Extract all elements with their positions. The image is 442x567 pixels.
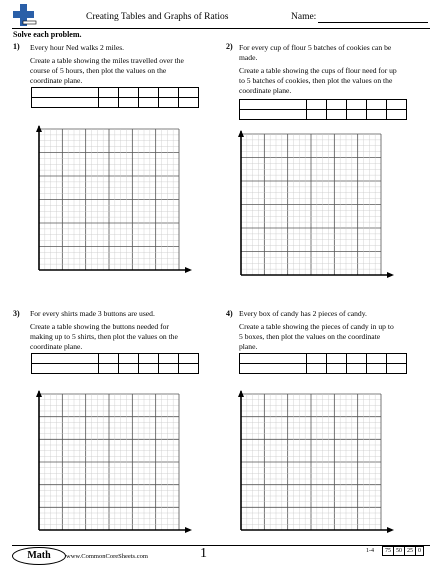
score-cell: 75 [383,547,394,556]
instructions: Solve each problem. [13,30,82,39]
name-label: Name: [291,12,317,22]
coordinate-plane[interactable] [235,390,395,540]
coordinate-plane[interactable] [33,125,193,280]
site-url: www.CommonCoreSheets.com [66,553,148,560]
score-range: 1-4 [366,548,374,554]
score-cell: 25 [405,547,416,556]
page-number: 1 [200,546,207,561]
problem-number: 4) [226,309,233,318]
score-cell: 0 [416,547,424,556]
problem-number: 3) [13,309,20,318]
x-axis-arrow-icon [185,267,192,273]
problem-number: 1) [13,42,20,51]
y-axis-arrow-icon [36,390,42,397]
coordinate-plane[interactable] [235,130,395,285]
footer-divider [12,545,430,546]
problem-text: For every shirts made 3 buttons are used. Create a table showing the buttons needed for making up to 5 shirts, then plot the values on the coordinate plane. [30,309,178,351]
x-axis-arrow-icon [387,272,394,278]
header-divider [12,28,430,29]
x-axis-arrow-icon [387,527,394,533]
answer-table[interactable] [239,99,407,120]
answer-table[interactable] [239,353,407,374]
coordinate-plane[interactable] [33,390,193,540]
page-title: Creating Tables and Graphs of Ratios [86,12,229,22]
math-logo-icon [11,3,37,27]
name-field-line[interactable] [318,22,428,23]
problem-text: For every cup of flour 5 batches of cookies can be made. Create a table showing the cups of flour need for up to 5 batches of cookies, then plot the values on the coordinate plane. [239,43,397,95]
y-axis-arrow-icon [238,130,244,137]
problem-text: Every box of candy has 2 pieces of candy. Create a table showing the pieces of candy in up to 5 boxes, then plot the values on the coordinate plane. [239,309,394,351]
math-badge: Math [12,547,66,565]
score-cell: 50 [394,547,405,556]
problem-number: 2) [226,42,233,51]
y-axis-arrow-icon [238,390,244,397]
y-axis-arrow-icon [36,125,42,132]
answer-table[interactable] [31,353,199,374]
score-table [382,546,424,556]
problem-text: Every hour Ned walks 2 miles. Create a table showing the miles travelled over the course of 5 hours, then plot the values on the coordinate plane. [30,43,184,85]
answer-table[interactable] [31,87,199,108]
x-axis-arrow-icon [185,527,192,533]
